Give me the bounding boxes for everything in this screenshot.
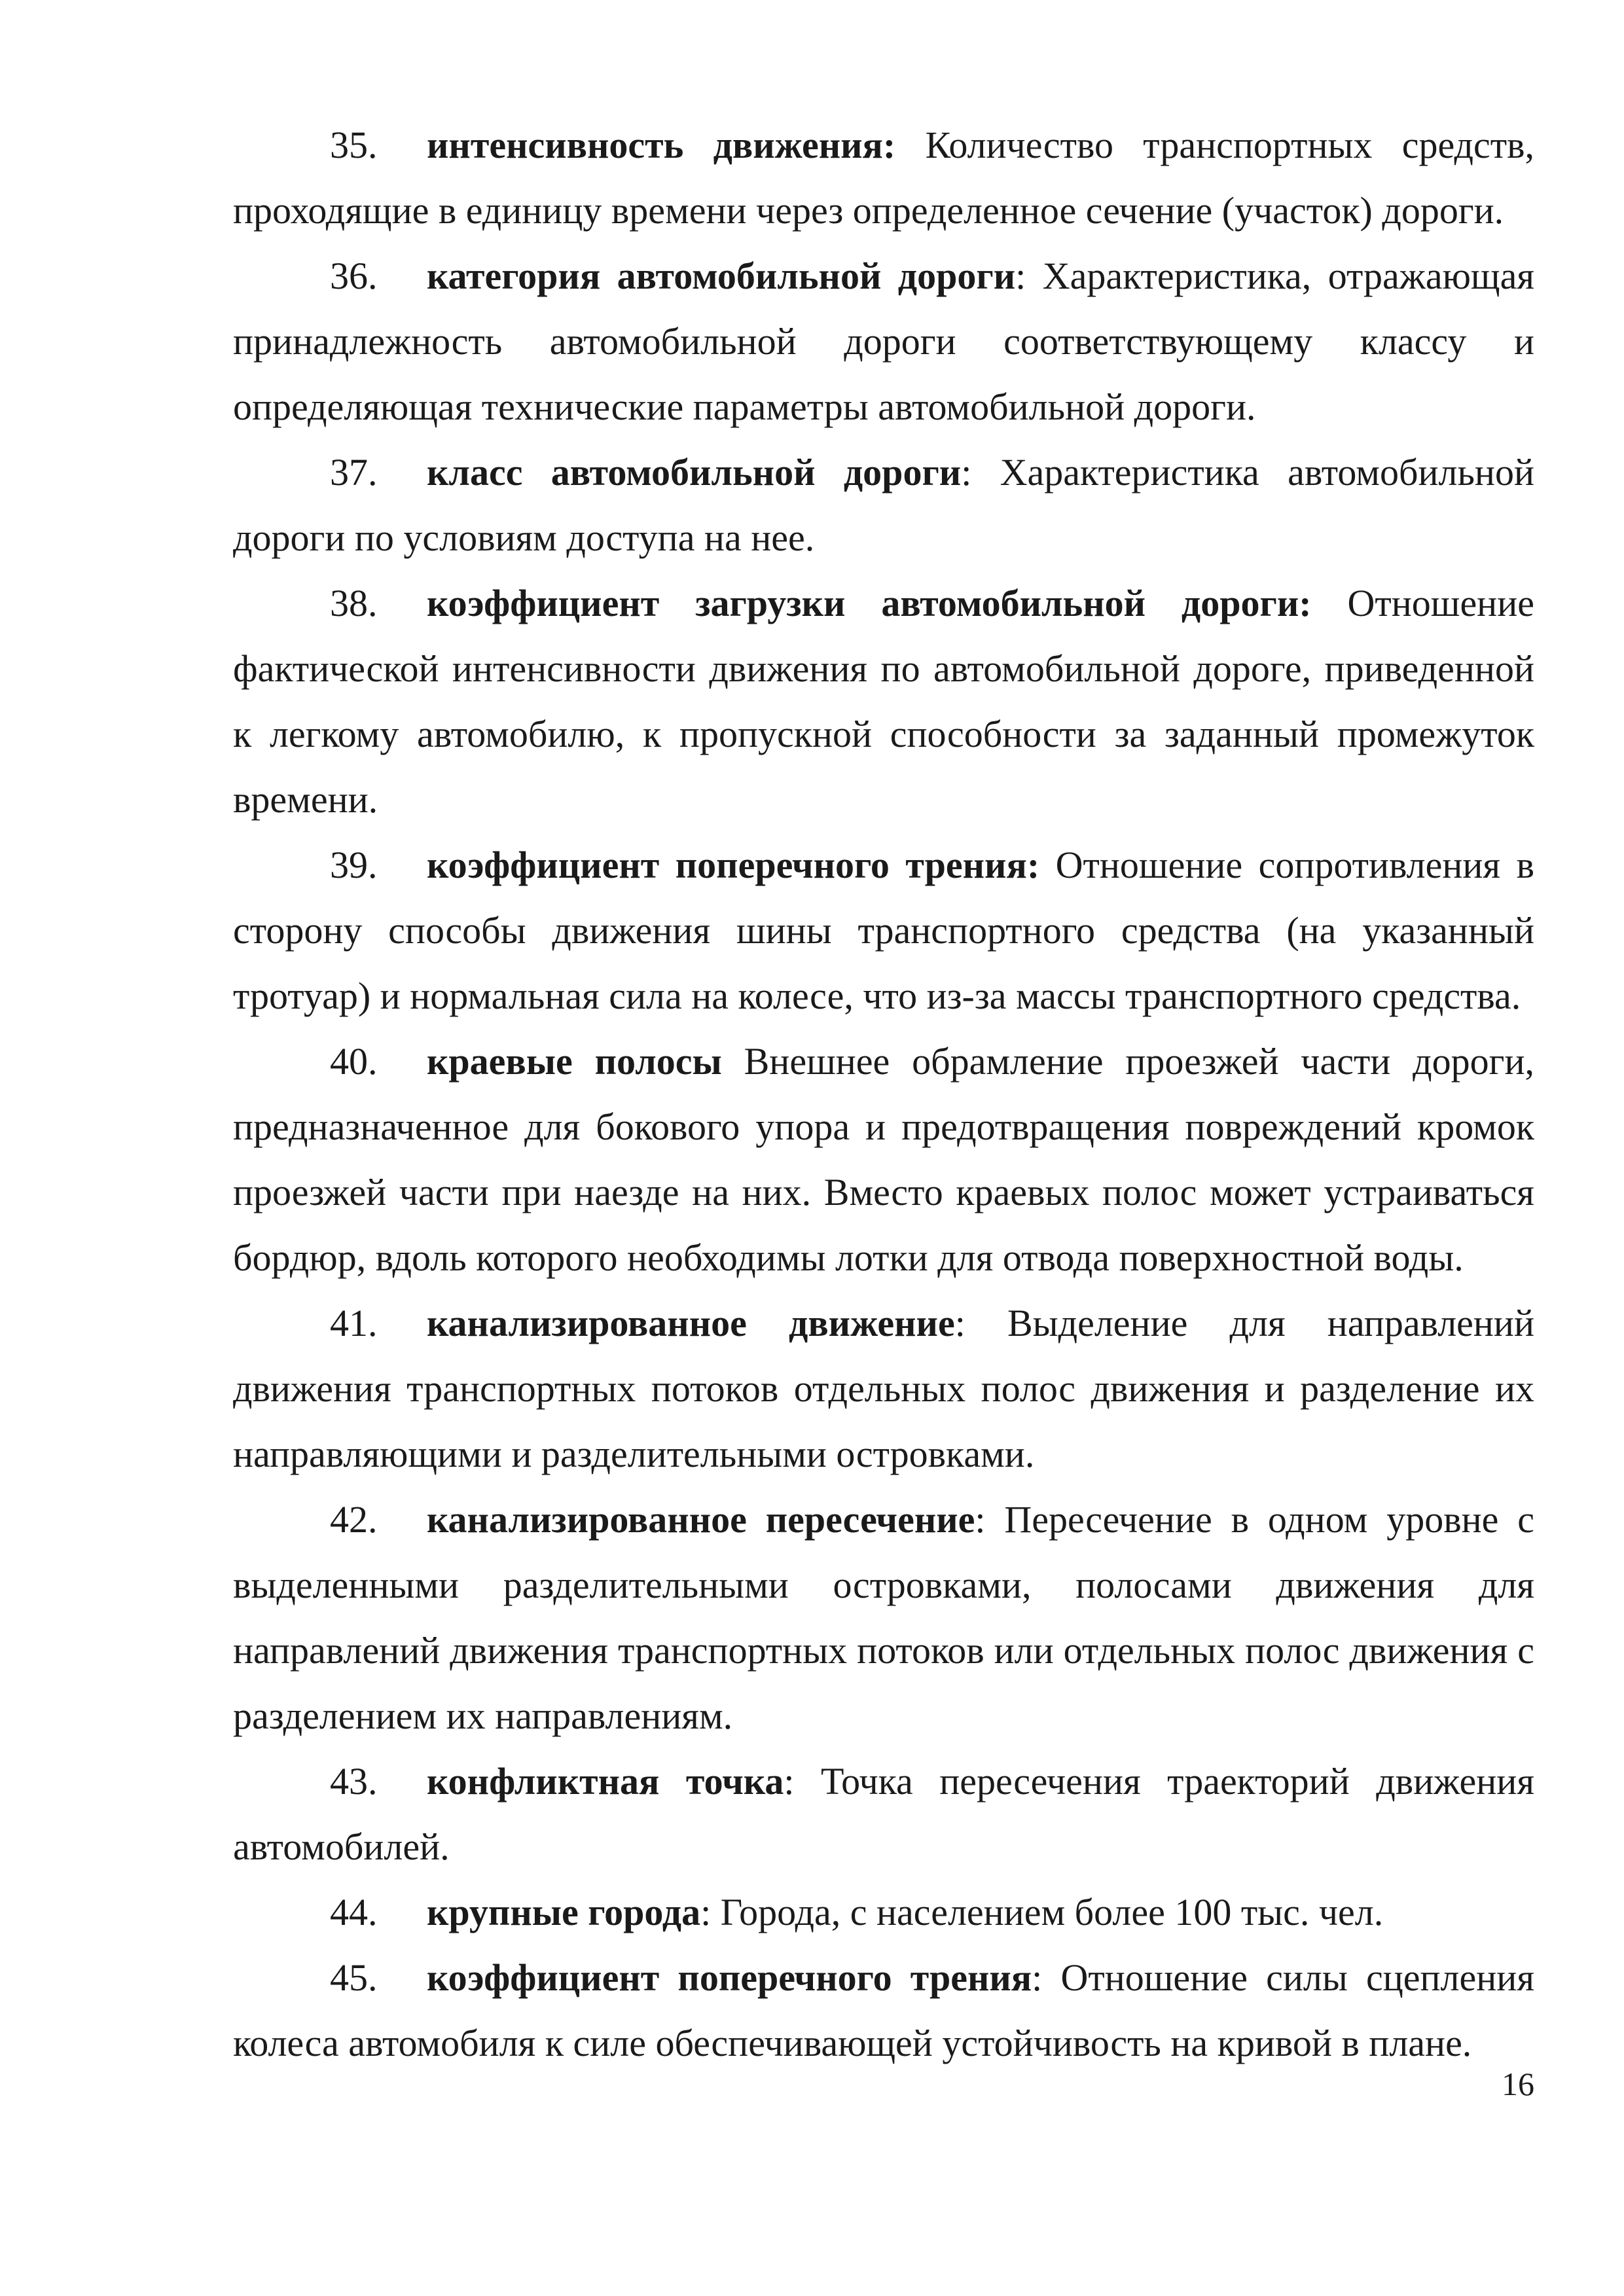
entry-term: канализированное пересечение (427, 1498, 975, 1541)
definition-entry-39 (233, 833, 1534, 1029)
entry-term: интенсивность движения: (427, 124, 896, 166)
entry-term: крупные города (427, 1891, 701, 1933)
entry-number: 40. (330, 1040, 378, 1083)
definitions-list (233, 113, 1534, 2076)
entry-term: конфликтная точка (427, 1760, 784, 1803)
entry-term: канализированное движение (427, 1302, 955, 1344)
entry-text: : Отношение силы сцепления колеса автомобиля к силе обеспечивающей устойчивость на кривой в плане. (233, 1956, 1534, 2064)
entry-term: коэффициент поперечного трения: (427, 844, 1040, 886)
entry-text: : Характеристика, отражающая принадлежность автомобильной дороги соответствующему классу и определяющая технические параметры автомобильной дороги. (233, 255, 1534, 428)
definition-entry-36 (233, 243, 1534, 440)
entry-text: Отношение сопротивления в сторону способы движения шины транспортного средства (на указанный тротуар) и нормальная сила на колесе, что из-за массы транспортного средства. (233, 844, 1534, 1017)
definition-entry-35 (233, 113, 1534, 243)
entry-text: Количество транспортных средств, проходящие в единицу времени через определенное сечение (участок) дороги. (233, 124, 1534, 232)
entry-number: 37. (330, 451, 378, 493)
definition-entry-43 (233, 1749, 1534, 1880)
entry-text: : Точка пересечения траекторий движения автомобилей. (233, 1760, 1534, 1868)
entry-number: 42. (330, 1498, 378, 1541)
entry-term: коэффициент загрузки автомобильной дороги: (427, 582, 1312, 624)
definition-entry-41 (233, 1291, 1534, 1487)
entry-number: 35. (330, 124, 378, 166)
page-number: 16 (1502, 2066, 1534, 2102)
entry-term: краевые полосы (427, 1040, 722, 1083)
entry-text: : Характеристика автомобильной дороги по условиям доступа на нее. (233, 451, 1534, 559)
entry-term: класс автомобильной дороги (427, 451, 962, 493)
entry-number: 43. (330, 1760, 378, 1803)
entry-text: Отношение фактической интенсивности движения по автомобильной дороге, приведенной к легкому автомобилю, к пропускной способности за заданный промежуток времени. (233, 582, 1535, 821)
definition-entry-40 (233, 1029, 1534, 1291)
entry-number: 38. (330, 582, 378, 624)
definition-entry-42 (233, 1487, 1534, 1749)
entry-number: 36. (330, 255, 378, 297)
definition-entry-45 (233, 1945, 1534, 2076)
entry-number: 45. (330, 1956, 378, 1999)
entry-term: коэффициент поперечного трения (427, 1956, 1032, 1999)
entry-term: категория автомобильной дороги (427, 255, 1016, 297)
definition-entry-38 (233, 571, 1534, 833)
entry-number: 39. (330, 844, 378, 886)
entry-text: Внешнее обрамление проезжей части дороги, предназначенное для бокового упора и предотвращения повреждений кромок проезжей части при наезде на них. Вместо краевых полос может устраиваться бордюр, вдоль которого необходимы лотки для отвода поверхностной воды. (233, 1040, 1534, 1279)
entry-number: 44. (330, 1891, 378, 1933)
definition-entry-44 (233, 1880, 1534, 1945)
entry-text: : Выделение для направлений движения транспортных потоков отдельных полос движения и разделение их направляющими и разделительными островками. (233, 1302, 1534, 1475)
definition-entry-37 (233, 440, 1534, 571)
entry-number: 41. (330, 1302, 378, 1344)
entry-text: : Города, с населением более 100 тыс. чел. (700, 1891, 1384, 1933)
entry-text: : Пересечение в одном уровне с выделенными разделительными островками, полосами движения для направлений движения транспортных потоков или отдельных полос движения с разделением их направлениям. (233, 1498, 1534, 1737)
